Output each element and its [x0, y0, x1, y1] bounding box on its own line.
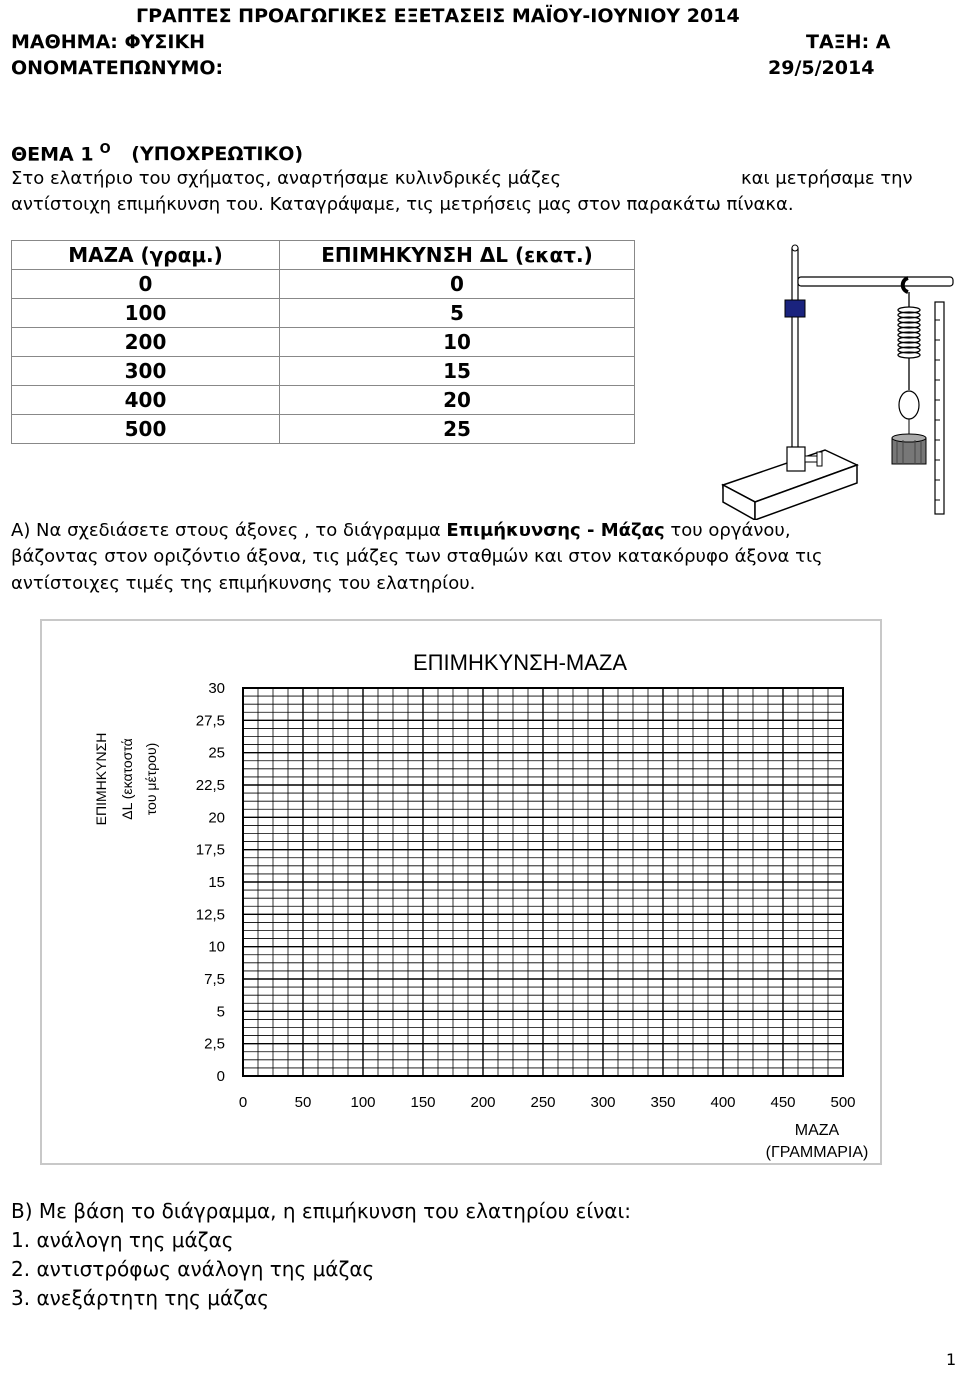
table-header-row	[12, 241, 635, 270]
extension-cell: 5	[280, 299, 635, 328]
x-tick-label: 500	[830, 1094, 856, 1111]
table-row	[12, 415, 635, 444]
intro-line-1: Στο ελατήριο του σχήματος, αναρτήσαμε κυλινδρικές μάζες	[11, 168, 562, 189]
x-tick-labels	[239, 1094, 856, 1111]
pointer-disc	[899, 391, 919, 419]
table-row	[12, 270, 635, 299]
subject-label: ΜΑΘΗΜΑ: ΦΥΣΙΚΗ	[11, 31, 206, 53]
y-tick-label: 15	[208, 874, 225, 891]
horizontal-arm	[798, 277, 953, 286]
column-header-mass: ΜΑΖΑ (γραμ.)	[12, 241, 280, 270]
y-tick-label: 5	[216, 1003, 225, 1021]
option-2: 2. αντιστρόφως ανάλογη της μάζας	[11, 1257, 375, 1281]
y-axis-label-line-1: ΕΠΙΜΗΚΥΝΣΗ	[93, 732, 109, 826]
y-tick-label: 10	[208, 938, 225, 956]
x-tick-label: 350	[650, 1094, 676, 1111]
y-tick-label: 22,5	[195, 777, 225, 794]
topic-title: ΘΕΜΑ 1 $^O$ (ΥΠΟΧΡΕΩΤΙΚΟ)	[11, 142, 304, 166]
option-3: 3. ανεξάρτητη της μάζας	[11, 1286, 269, 1310]
name-label: ΟΝΟΜΑΤΕΠΩΝΥΜΟ:	[11, 57, 224, 79]
stand-rod	[792, 248, 798, 458]
y-tick-labels	[196, 680, 225, 1085]
intro-line-2: αντίστοιχη επιμήκυνση του. Καταγράψαμε, τις μετρήσεις μας στον παρακάτω πίνακα.	[11, 194, 794, 215]
x-tick-label: 0	[238, 1094, 248, 1111]
y-tick-label: 2,5	[204, 1035, 225, 1053]
y-tick-label: 17,5	[195, 841, 225, 859]
question-a-line-2: βάζοντας στον οριζόντιο άξονα, τις μάζες των σταθμών και στον κατακόρυφο άξονα τις	[11, 546, 823, 567]
date-label: 29/5/2014	[768, 57, 875, 79]
spring-icon	[898, 292, 920, 390]
x-tick-label: 200	[470, 1094, 496, 1111]
column-header-extension: ΕΠΙΜΗΚΥΝΣΗ ΔL (εκατ.)	[280, 241, 635, 270]
mass-cell: 300	[12, 357, 280, 386]
extension-cell: 25	[280, 415, 635, 444]
ruler	[935, 302, 944, 514]
extension-cell: 10	[280, 328, 635, 357]
x-tick-label: 150	[410, 1094, 436, 1111]
y-axis-label-line-2: ΔL (εκατοστά	[119, 738, 135, 820]
x-tick-label: 100	[350, 1094, 376, 1111]
table-row	[12, 386, 635, 415]
question-a-line-3: αντίστοιχες τιμές της επιμήκυνσης του ελατηρίου.	[11, 573, 476, 594]
x-axis-label-line-2: (ΓΡΑΜΜΑΡΙΑ)	[765, 1144, 869, 1161]
y-tick-label: 0	[216, 1068, 225, 1085]
intro-line-1-end: και μετρήσαμε την	[741, 168, 913, 189]
class-label: ΤΑΞΗ: Α	[806, 31, 891, 53]
y-tick-label: 27,5	[195, 712, 225, 730]
mass-cylinder	[892, 434, 926, 464]
chart-svg	[40, 619, 882, 1165]
mass-cell: 0	[12, 270, 280, 299]
y-tick-label: 20	[208, 809, 225, 827]
table-row	[12, 357, 635, 386]
spring-apparatus-illustration	[715, 240, 960, 520]
option-1: 1. ανάλογη της μάζας	[11, 1228, 234, 1252]
x-tick-label: 450	[770, 1094, 796, 1111]
table-row	[12, 328, 635, 357]
question-b-prompt: Β) Με βάση το διάγραμμα, η επιμήκυνση του ελατηρίου είναι:	[11, 1199, 631, 1223]
y-axis-label-line-3: του μέτρου)	[143, 742, 159, 816]
table-row	[12, 299, 635, 328]
mass-cell: 200	[12, 328, 280, 357]
extension-cell: 20	[280, 386, 635, 415]
y-tick-label: 12,5	[195, 906, 225, 924]
x-tick-label: 250	[530, 1094, 556, 1111]
page-number: 1	[946, 1350, 957, 1369]
mass-cell: 500	[12, 415, 280, 444]
extension-cell: 0	[280, 270, 635, 299]
extension-cell: 15	[280, 357, 635, 386]
chart-grid	[243, 688, 843, 1076]
clamp-block	[785, 300, 805, 317]
chart-title: ΕΠΙΜΗΚΥΝΣΗ-ΜΑΖΑ	[412, 650, 628, 675]
mass-cell: 100	[12, 299, 280, 328]
x-tick-label: 50	[294, 1094, 312, 1111]
y-tick-label: 25	[208, 744, 225, 762]
question-a-line-1: Α) Να σχεδιάσετε στους άξονες , το διάγραμμα Επιμήκυνσης - Μάζας του οργάνου,	[11, 520, 791, 541]
mass-cell: 400	[12, 386, 280, 415]
x-tick-label: 300	[590, 1094, 616, 1111]
x-tick-label: 400	[710, 1094, 736, 1111]
x-axis-label-line-1: ΜΑΖΑ	[794, 1122, 840, 1139]
measurements-table	[11, 240, 635, 444]
y-tick-label: 7,5	[204, 971, 225, 988]
exam-title: ΓΡΑΠΤΕΣ ΠΡΟΑΓΩΓΙΚΕΣ ΕΞΕΤΑΣΕΙΣ ΜΑΪΟΥ-ΙΟΥΝΙΟΥ 2014	[136, 5, 740, 27]
y-tick-label: 30	[208, 680, 225, 697]
